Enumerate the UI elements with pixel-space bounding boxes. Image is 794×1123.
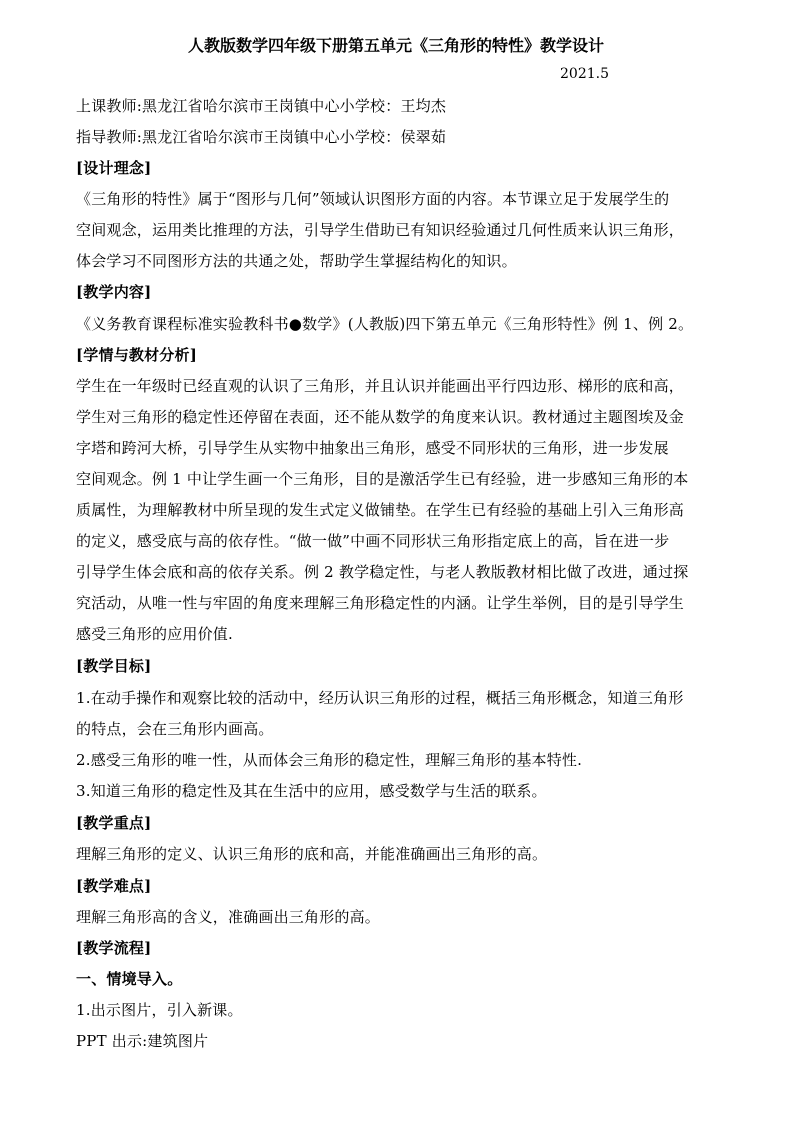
paragraph-line: 学生对三角形的稳定性还停留在表面，还不能从数学的角度来认识。教材通过主题图埃及金 <box>76 408 685 426</box>
list-item: 2.感受三角形的唯一性，从而体会三角形的稳定性，理解三角形的基本特性. <box>76 751 583 769</box>
paragraph-line: 感受三角形的应用价值. <box>76 625 233 643</box>
paragraph-line: 的定义，感受底与高的依存性。“做一做”中画不同形状三角形指定底上的高，旨在进一步 <box>76 532 670 550</box>
document-title: 人教版数学四年级下册第五单元《三角形的特性》教学设计 <box>187 36 604 55</box>
paragraph-line: 质属性，为理解教材中所呈现的发生式定义做铺垫。在学生已有经验的基础上引入三角形高 <box>76 501 685 519</box>
list-item: 3.知道三角形的稳定性及其在生活中的应用，感受数学与生活的联系。 <box>76 782 547 800</box>
paragraph-line: 空间观念，运用类比推理的方法，引导学生借助已有知识经验通过几何性质来认识三角形， <box>76 221 685 239</box>
section-heading-process: [教学流程] <box>76 939 152 957</box>
section-heading-objectives: [教学目标] <box>76 657 152 675</box>
list-item-continuation: 的特点，会在三角形内画高。 <box>76 720 274 738</box>
paragraph-line: 究活动，从唯一性与牢固的角度来理解三角形稳定性的内涵。让学生举例，目的是引导学生 <box>76 594 685 612</box>
paragraph-line: 《义务教育课程标准实验教科书●数学》(人教版)四下第五单元《三角形特性》例 1、例 2。 <box>76 315 694 333</box>
section-heading-analysis: [学情与教材分析] <box>76 346 197 364</box>
advisor-line: 指导教师:黑龙江省哈尔滨市王岗镇中心小学校：侯翠茹 <box>76 128 447 146</box>
paragraph-line: 理解三角形高的含义，准确画出三角形的高。 <box>76 908 381 926</box>
document-date: 2021.5 <box>560 66 609 82</box>
paragraph-line: 引导学生体会底和高的依存关系。例 2 教学稳定性，与老人教版教材相比做了改进，通过探 <box>76 563 689 581</box>
paragraph-line: PPT 出示:建筑图片 <box>76 1032 209 1050</box>
paragraph-line: 体会学习不同图形方法的共通之处，帮助学生掌握结构化的知识。 <box>76 252 517 270</box>
paragraph-line: 空间观念。例 1 中让学生画一个三角形，目的是激活学生已有经验，进一步感知三角形的本 <box>76 470 689 488</box>
section-heading-design-concept: [设计理念] <box>76 159 152 177</box>
section-heading-difficulties: [教学难点] <box>76 877 152 895</box>
paragraph-line: 学生在一年级时已经直观的认识了三角形，并且认识并能画出平行四边形、梯形的底和高， <box>76 377 685 395</box>
teacher-line: 上课教师:黑龙江省哈尔滨市王岗镇中心小学校：王均杰 <box>76 97 447 115</box>
paragraph-line: 《三角形的特性》属于“图形与几何”领域认识图形方面的内容。本节课立足于发展学生的 <box>76 190 670 208</box>
paragraph-line: 字塔和跨河大桥，引导学生从实物中抽象出三角形，感受不同形状的三角形，进一步发展 <box>76 439 669 457</box>
list-item: 1.在动手操作和观察比较的活动中，经历认识三角形的过程，概括三角形概念，知道三角形 <box>76 689 684 707</box>
subsection-heading: 一、情境导入。 <box>76 970 183 988</box>
paragraph-line: 理解三角形的定义、认识三角形的底和高，并能准确画出三角形的高。 <box>76 845 548 863</box>
section-heading-key-points: [教学重点] <box>76 814 152 832</box>
list-item: 1.出示图片，引入新课。 <box>76 1001 243 1019</box>
section-heading-teaching-content: [教学内容] <box>76 283 152 301</box>
